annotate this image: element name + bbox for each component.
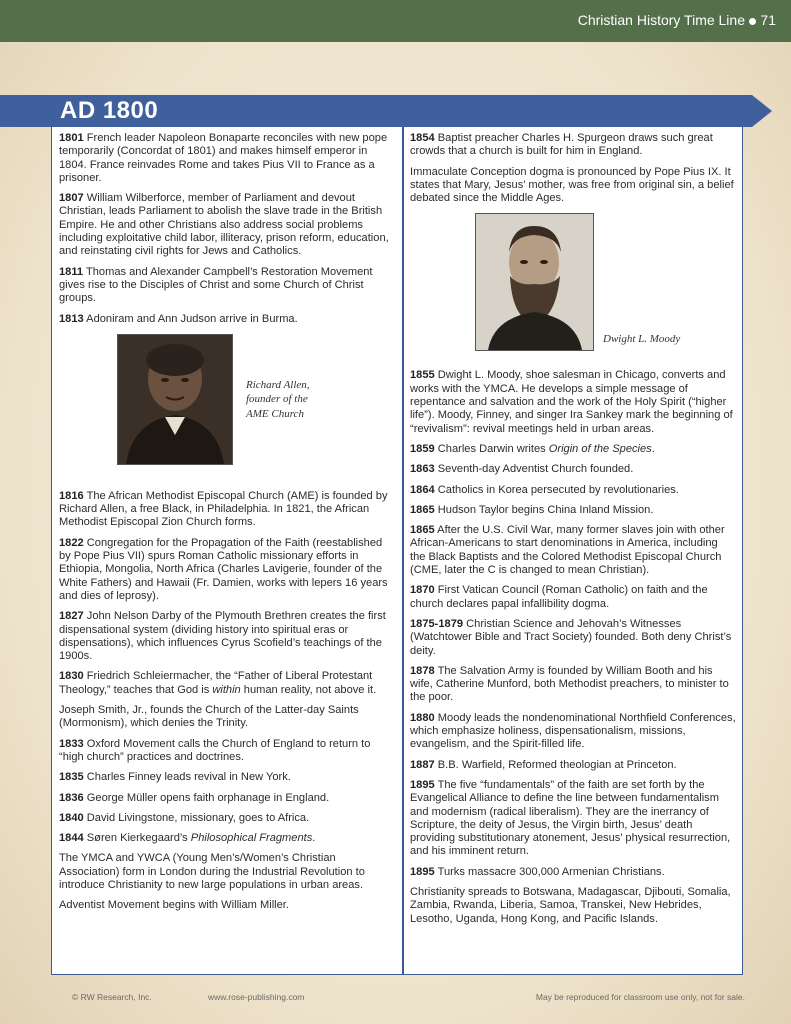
timeline-entry xyxy=(59,812,395,825)
entry-text: Charles Finney leads revival in New York. xyxy=(86,771,291,784)
header-bar xyxy=(0,0,791,42)
caption-line: AME Church xyxy=(246,407,304,420)
entry-emphasis: within xyxy=(212,683,241,696)
entry-year: 1859 xyxy=(410,442,435,455)
entry-year: 1827 xyxy=(59,610,84,623)
timeline-entry xyxy=(410,504,736,517)
entry-text: Adventist Movement begins with William Miller. xyxy=(59,899,289,912)
richard-allen-figure xyxy=(59,334,395,481)
timeline-entry xyxy=(59,832,395,845)
entry-year: 1864 xyxy=(410,483,435,496)
timeline-entry xyxy=(410,369,736,435)
timeline-entry xyxy=(59,704,395,731)
entry-text: French leader Napoleon Bonaparte reconciles with new pope temporarily (Concordat of 1801) and makes himself emperor in 1804. France reinvades Rome and takes Pius VII to France as a prisoner. xyxy=(59,132,388,184)
timeline-entry xyxy=(59,313,395,326)
entry-text: Adoniram and Ann Judson arrive in Burma. xyxy=(86,312,298,325)
entry-text: Baptist preacher Charles H. Spurgeon draws such great crowds that a church is built for him in England. xyxy=(410,132,713,158)
timeline-entry xyxy=(410,524,736,577)
entry-text: Immaculate Conception dogma is pronounced by Pope Pius IX. It states that Mary, Jesus’ mother, was free from original sin, a belief debated since the Middle Ages. xyxy=(410,165,734,205)
entry-year: 1835 xyxy=(59,771,84,784)
timeline-entry xyxy=(59,670,395,697)
entry-text: Moody leads the nondenominational Northfield Conferences, which emphasize holiness, dispensationalism, missions, evangelism, and the Spirit-filled life. xyxy=(410,711,736,751)
header-title: Christian History Time Line xyxy=(577,12,745,28)
entry-text: . xyxy=(651,442,655,455)
entry-text: George Müller opens faith orphanage in England. xyxy=(86,791,330,804)
entry-year: 1801 xyxy=(59,132,84,144)
timeline-entry xyxy=(410,712,736,752)
dwight-moody-portrait xyxy=(475,213,594,351)
entry-text: William Wilberforce, member of Parliament and devout Christian, leads Parliament to abolish the slave trade in the British Empire. He and other Christians also address social problems including exploitative child labor, illiteracy, prison reform, education, and reinstating civil rights for Jews and Catholics. xyxy=(59,192,389,258)
timeline-entry xyxy=(410,618,736,658)
timeline-entry xyxy=(410,463,736,476)
entry-text: Congregation for the Propagation of the Faith (reestablished by Pope Pius VII) spurs Roman Catholic missionary efforts in Ethiopia, Mongolia, North Africa (Charles Lavigerie, founder of the White Fathers) and Hawaii (Fr. Damien, works with lepers 16 years and dies of leprosy). xyxy=(59,536,388,602)
timeline-entry xyxy=(410,132,736,159)
dwight-moody-figure xyxy=(410,213,736,360)
entry-year: 1887 xyxy=(410,758,435,771)
entry-text: Friedrich Schleiermacher, the “Father of Liberal Protestant Theology,” teaches that God is xyxy=(59,670,373,696)
entries-right-a xyxy=(410,132,736,205)
timeline-entry xyxy=(59,852,395,892)
right-column xyxy=(410,132,736,933)
caption-line: Richard Allen, xyxy=(246,378,310,391)
entry-text: Christianity spreads to Botswana, Madagascar, Djibouti, Somalia, Zambia, Rwanda, Liberia, Samoa, Transkei, New Hebrides, Lesotho, Uganda, Hong Kong, and Pacific Islands. xyxy=(410,885,731,925)
footer-website[interactable]: www.rose-publishing.com xyxy=(208,992,305,1002)
timeline-entry xyxy=(410,866,736,879)
entry-year: 1840 xyxy=(59,811,84,824)
timeline-entry xyxy=(410,886,736,926)
entry-year: 1870 xyxy=(410,584,435,597)
entry-year: 1854 xyxy=(410,132,435,144)
timeline-entry xyxy=(59,899,395,912)
timeline-entry xyxy=(59,738,395,765)
entry-text: Seventh-day Adventist Church founded. xyxy=(437,463,634,476)
entry-text: The African Methodist Episcopal Church (AME) is founded by Richard Allen, a free Black, in Philadelphia. In 1821, the African Methodist Episcopal Zion Church forms. xyxy=(59,489,388,529)
entry-text: After the U.S. Civil War, many former slaves join with other African-Americans to start denominations in America, including the Black Baptists and the Colored Methodist Episcopal Church (CME, later the C is changed to mean Christian). xyxy=(410,524,725,577)
era-banner xyxy=(0,95,772,127)
entry-year: 1855 xyxy=(410,369,435,382)
entry-text: Christian Science and Jehovah’s Witnesses (Watchtower Bible and Tract Society) founded. Both deny Christ’s deity. xyxy=(410,617,732,657)
entry-text: The YMCA and YWCA (Young Men’s/Women’s Christian Association) form in London during the Industrial Revolution to introduce Christianity to new large populations in urban areas. xyxy=(59,852,365,891)
entries-left-a xyxy=(59,132,395,326)
timeline-entry xyxy=(59,192,395,258)
entry-text: Catholics in Korea persecuted by revolutionaries. xyxy=(437,483,679,496)
entry-year: 1833 xyxy=(59,737,84,750)
entry-text: Charles Darwin writes xyxy=(437,442,549,455)
entries-left-c xyxy=(59,704,395,825)
timeline-entry xyxy=(59,771,395,784)
entry-year: 1875-1879 xyxy=(410,617,464,630)
entry-year: 1830 xyxy=(59,670,84,683)
timeline-entry xyxy=(59,490,395,530)
timeline-entry xyxy=(59,792,395,805)
entry-text: . xyxy=(312,832,316,845)
entry-text: John Nelson Darby of the Plymouth Brethren creates the first dispensational system (dividing history into spiritual eras or dispensations), which influences Cyrus Scofield’s teachings of the 1900s. xyxy=(59,610,386,663)
page-number: 71 xyxy=(760,12,776,28)
caption-line: founder of the xyxy=(246,393,308,406)
entry-year: 1895 xyxy=(410,778,435,791)
timeline-entry xyxy=(410,779,736,859)
entry-year: 1844 xyxy=(59,832,84,845)
entry-text: human reality, not above it. xyxy=(240,683,377,696)
dwight-moody-caption: Dwight L. Moody xyxy=(603,333,681,346)
timeline-entry xyxy=(410,484,736,497)
footer-copyright: © RW Research, Inc. xyxy=(72,992,152,1002)
entry-year: 1865 xyxy=(410,503,435,516)
entry-year: 1880 xyxy=(410,711,435,724)
bullet-dot-icon xyxy=(749,18,756,25)
timeline-entry xyxy=(59,610,395,663)
entry-year: 1836 xyxy=(59,791,84,804)
entry-year: 1822 xyxy=(59,536,84,549)
entry-text: Joseph Smith, Jr., founds the Church of the Latter-day Saints (Mormonism), which denies the Trinity. xyxy=(59,704,359,730)
entries-right-c xyxy=(410,463,736,926)
entry-emphasis: Origin of the Species xyxy=(548,442,652,455)
entry-text: Søren Kierkegaard’s xyxy=(86,832,191,845)
entry-text: B.B. Warfield, Reformed theologian at Princeton. xyxy=(437,758,677,771)
entry-text: First Vatican Council (Roman Catholic) on faith and the church declares papal infallibility dogma. xyxy=(410,584,708,610)
era-title: AD 1800 xyxy=(60,97,159,124)
entry-text: Thomas and Alexander Campbell’s Restoration Movement gives rise to the Disciples of Christ and some Church of Christ groups. xyxy=(59,265,373,305)
left-column xyxy=(59,132,395,920)
entry-text: David Livingstone, missionary, goes to Africa. xyxy=(86,811,310,824)
timeline-entry xyxy=(59,537,395,603)
entry-year: 1863 xyxy=(410,463,435,476)
entry-text: Oxford Movement calls the Church of England to return to “high church” practices and doctrines. xyxy=(59,737,371,763)
entries-left-b xyxy=(59,490,395,664)
entry-year: 1816 xyxy=(59,489,84,502)
entries-right-b xyxy=(410,369,736,435)
timeline-entry xyxy=(59,132,395,185)
entry-text: Turks massacre 300,000 Armenian Christians. xyxy=(437,865,665,878)
entry-text: Hudson Taylor begins China Inland Mission. xyxy=(437,503,654,516)
timeline-entry xyxy=(59,266,395,306)
entry-year: 1807 xyxy=(59,192,84,205)
entry-year: 1878 xyxy=(410,664,435,677)
entry-year: 1813 xyxy=(59,312,84,325)
entry-year: 1811 xyxy=(59,265,84,278)
richard-allen-caption xyxy=(246,378,310,422)
column-divider xyxy=(402,127,404,975)
entry-text: The Salvation Army is founded by William Booth and his wife, Catherine Munford, both Methodist preachers, to minister to the poor. xyxy=(410,664,729,704)
timeline-entry xyxy=(410,166,736,206)
entry-text: Dwight L. Moody, shoe salesman in Chicago, converts and works with the YMCA. He develops a simple message of repentance and salvation and the work of the Holy Spirit (“higher life”). Moody, Finney, and singer Ira Sankey mark the beginning of “revivalism”: revival meetings held in urban areas. xyxy=(410,369,733,435)
footer-notice: May be reproduced for classroom use only, not for sale. xyxy=(535,992,745,1002)
entry-year: 1865 xyxy=(410,524,435,537)
entries-left-d xyxy=(59,852,395,912)
entry-year: 1895 xyxy=(410,865,435,878)
timeline-entry xyxy=(410,665,736,705)
entry-text: The five “fundamentals” of the faith are set forth by the Evangelical Alliance to define the line between fundamentalism and modernism (radical liberalism). They are the inerrancy of Scripture, the deity of Jesus, the Virgin birth, Jesus’ death providing substitutionary atonement, Jesus’ physical resurrection, and his imminent return. xyxy=(410,778,731,858)
timeline-entry xyxy=(410,584,736,611)
richard-allen-portrait xyxy=(117,334,233,465)
timeline-entry xyxy=(410,443,736,456)
entry-emphasis: Philosophical Fragments xyxy=(190,832,313,845)
timeline-entry xyxy=(410,759,736,772)
